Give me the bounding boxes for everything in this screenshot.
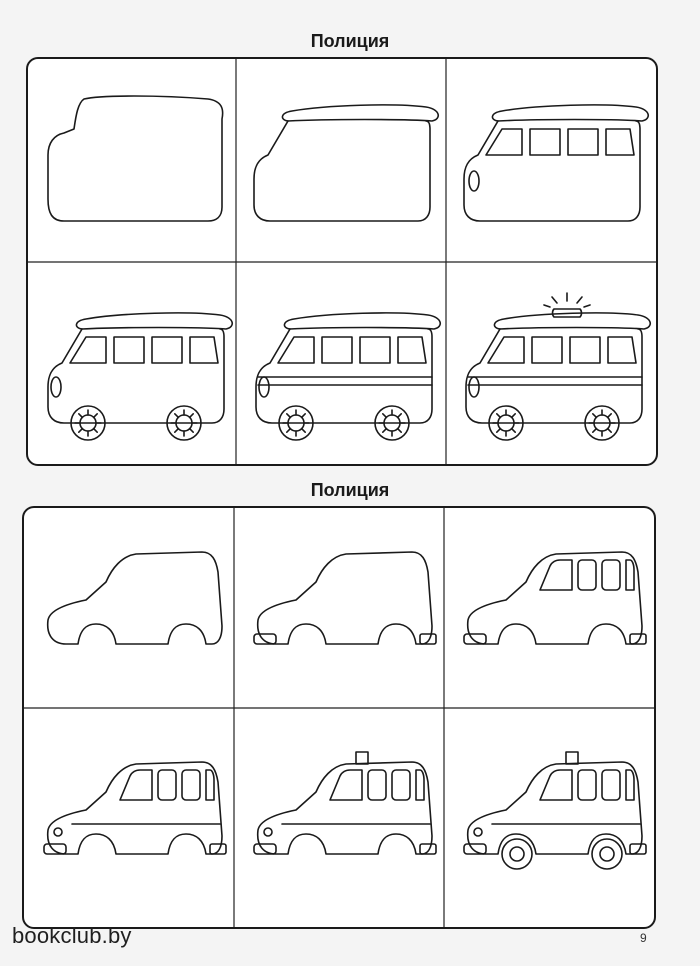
van-step-6	[466, 293, 650, 440]
police-suv-steps-panel	[22, 506, 656, 929]
page-number: 9	[640, 931, 647, 945]
van-step-5	[256, 313, 440, 440]
police-van-drawing-steps	[28, 59, 656, 464]
van-step-4	[48, 313, 232, 440]
suv-step-1	[48, 552, 222, 644]
suv-step-2	[254, 552, 436, 644]
police-van-steps-panel	[26, 57, 658, 466]
van-step-2	[254, 105, 438, 221]
panel-2-grid-lines	[24, 508, 654, 927]
suv-step-3	[464, 552, 646, 644]
van-step-3	[464, 105, 648, 221]
watermark: bookclub.by	[12, 923, 132, 948]
van-step-1	[48, 96, 223, 221]
police-suv-drawing-steps	[24, 508, 654, 927]
section-2-title: Полиция	[310, 480, 390, 500]
section-1-title: Полиция	[310, 31, 390, 51]
suv-step-6	[464, 752, 646, 869]
suv-step-4	[44, 762, 226, 854]
suv-step-5	[254, 752, 436, 854]
